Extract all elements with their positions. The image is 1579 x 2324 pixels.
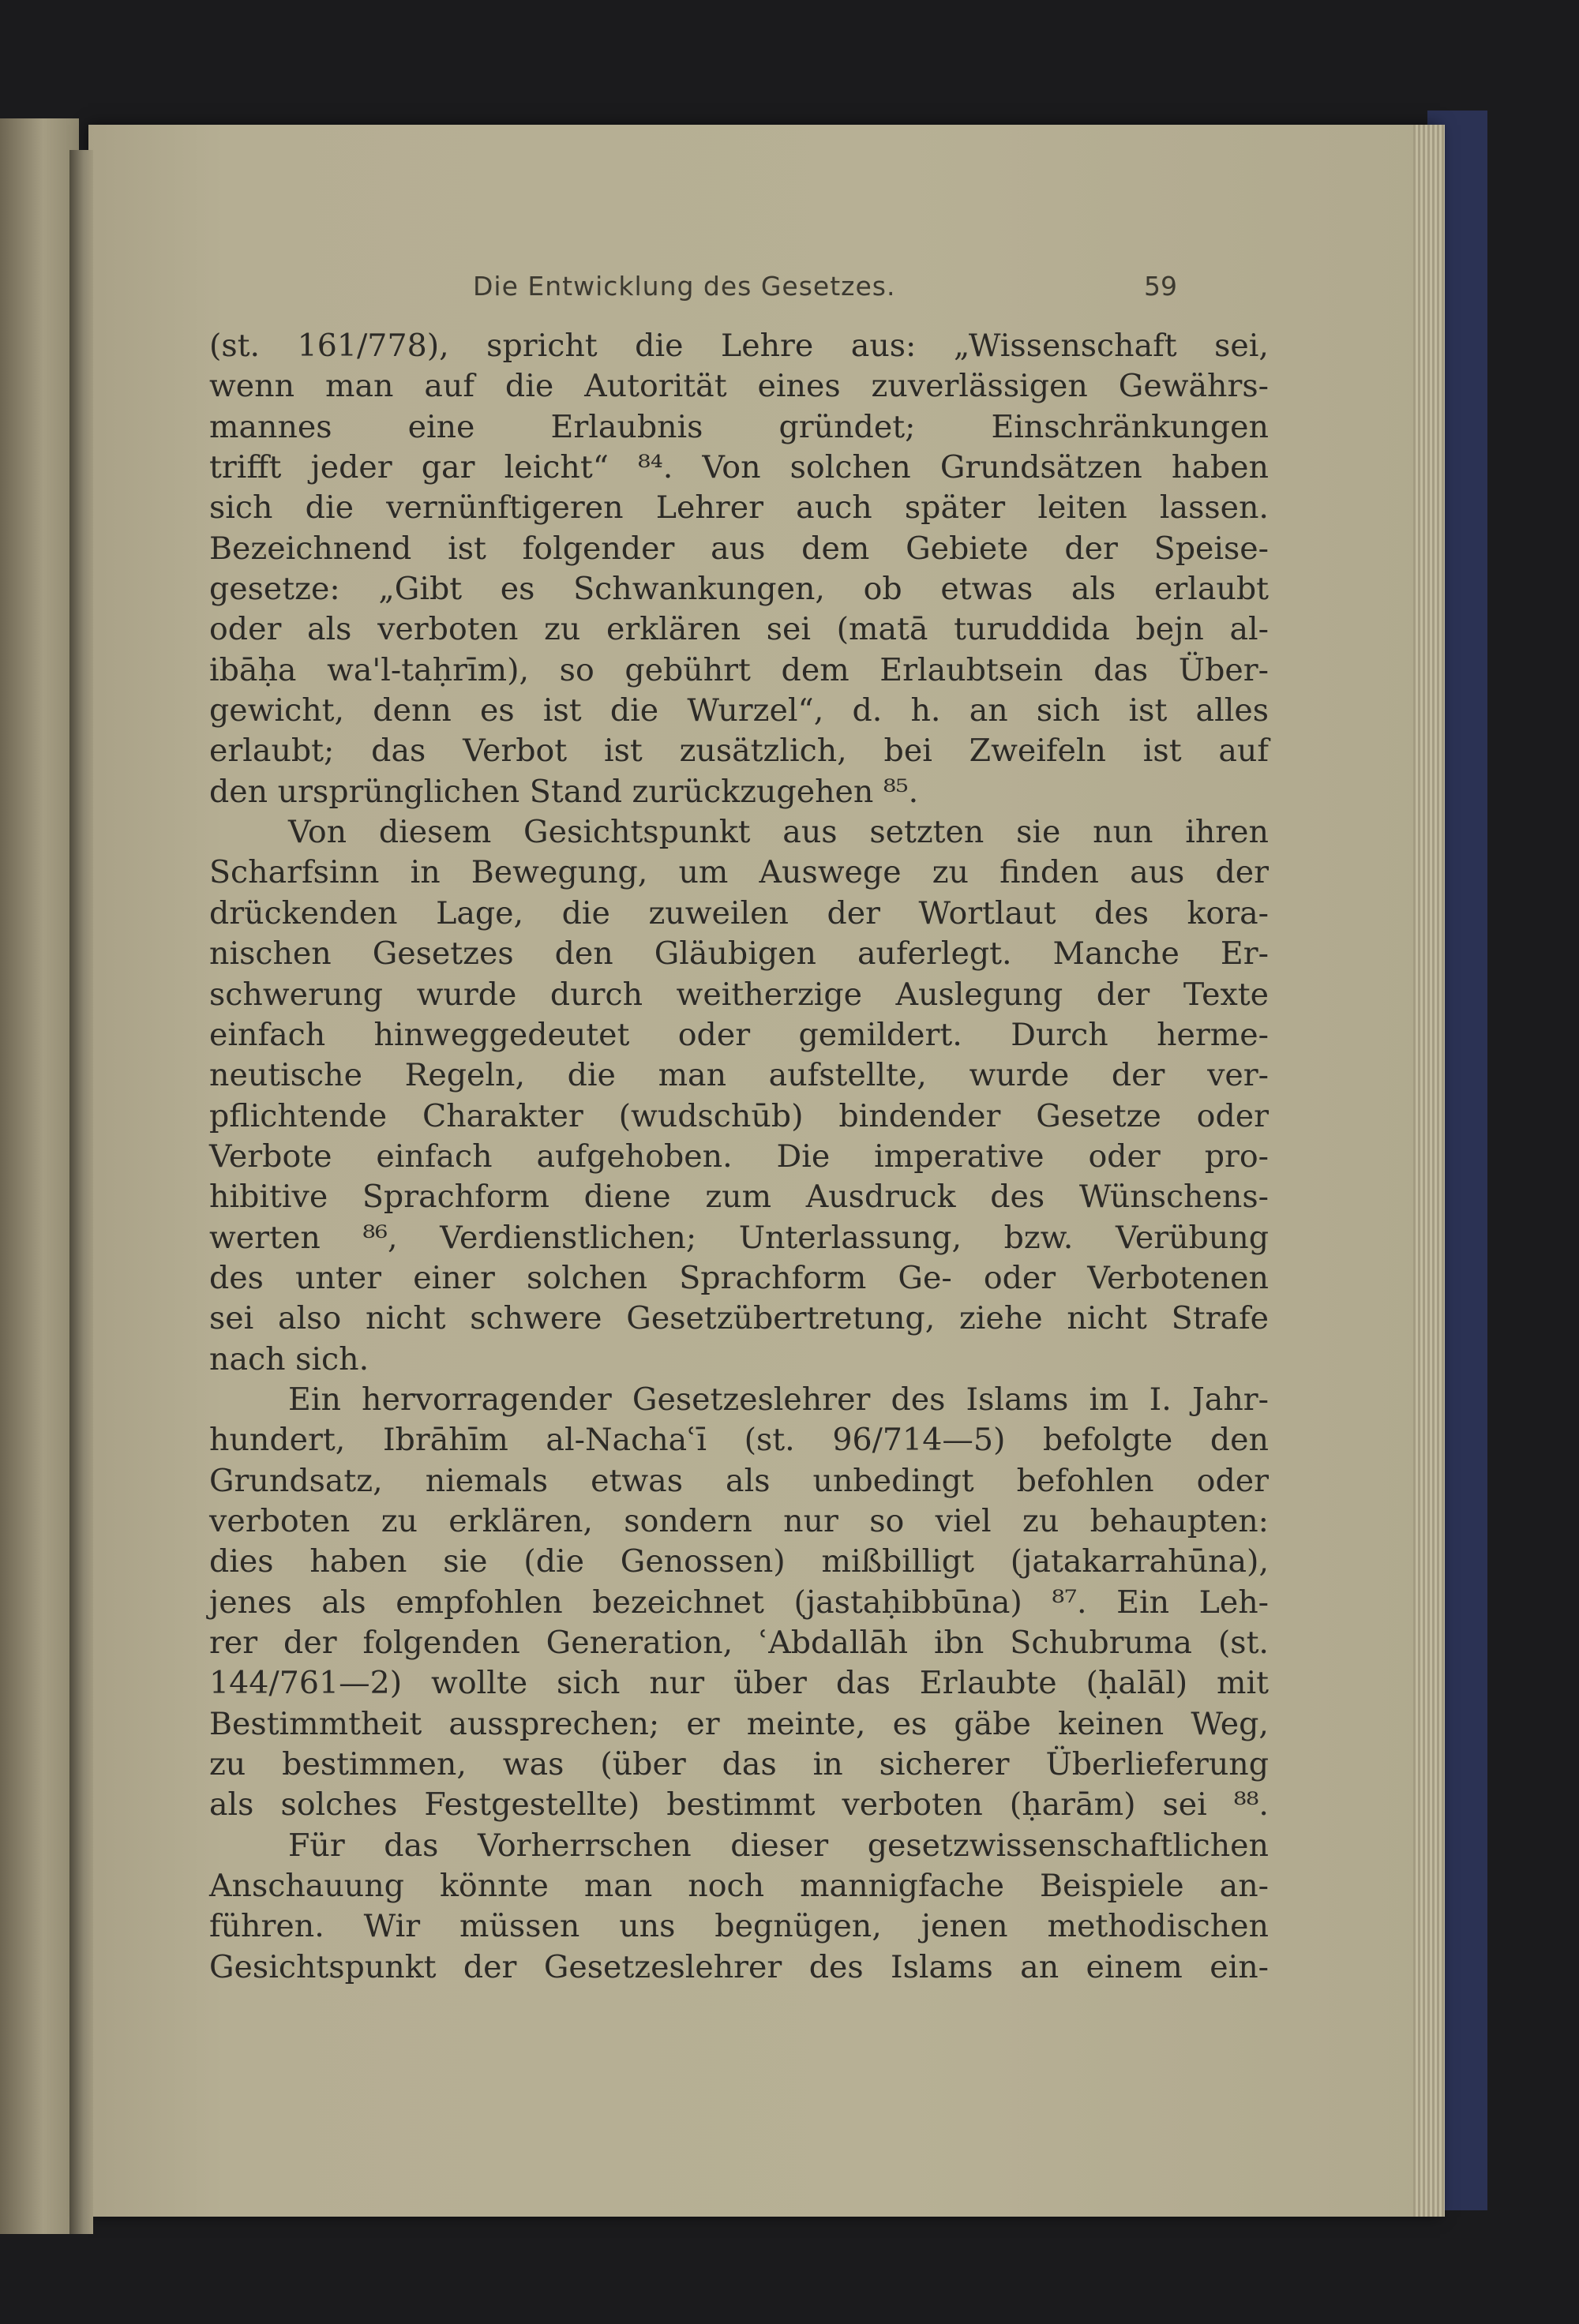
text-line: des unter einer solchen Sprachform Ge- oder Verbotenen — [209, 1259, 1269, 1296]
running-header — [88, 271, 1440, 310]
text-line: trifft jeder gar leicht“ ⁸⁴. Von solchen Grundsätzen haben — [209, 449, 1269, 486]
page-number: 59 — [1144, 271, 1177, 302]
text-line: ibāḥa wa'l-taḥrīm), so gebührt dem Erlaubtsein das Über- — [209, 651, 1269, 688]
text-line: 144/761—2) wollte sich nur über das Erlaubte (ḥalāl) mit — [209, 1665, 1269, 1702]
text-line: einfach hinweggedeutet oder gemildert. Durch herme- — [209, 1016, 1269, 1053]
text-line: Anschauung könnte man noch mannigfache Beispiele an- — [209, 1868, 1269, 1905]
text-line: werten ⁸⁶, Verdienstlichen; Unterlassung, bzw. Verübung — [209, 1219, 1269, 1256]
text-line: den ursprünglichen Stand zurückzugehen ⁸⁵. — [209, 773, 919, 810]
text-line: wenn man auf die Autorität eines zuverlässigen Gewährs- — [209, 368, 1269, 405]
text-line: neutische Regeln, die man aufstellte, wurde der ver- — [209, 1057, 1269, 1094]
text-line: Grundsatz, niemals etwas als unbedingt befohlen oder — [209, 1462, 1269, 1499]
text-line: rer der folgenden Generation, ʿAbdallāh ibn Schubruma (st. — [209, 1625, 1269, 1661]
text-line: gewicht, denn es ist die Wurzel“, d. h. an sich ist alles — [209, 692, 1269, 729]
text-line: gesetze: „Gibt es Schwankungen, ob etwas als erlaubt — [209, 571, 1269, 608]
paragraph-start-line: Ein hervorragender Gesetzeslehrer des Islams im I. Jahr- — [288, 1381, 1269, 1418]
text-line: drückenden Lage, die zuweilen der Wortlaut des kora- — [209, 894, 1269, 931]
book-page — [88, 125, 1440, 2217]
text-line: zu bestimmen, was (über das in sicherer Überlieferung — [209, 1746, 1269, 1783]
text-line: verboten zu erklären, sondern nur so viel zu behaupten: — [209, 1502, 1269, 1539]
page-stack-edge — [1413, 125, 1445, 2217]
text-line: Bestimmtheit aussprechen; er meinte, es gäbe keinen Weg, — [209, 1705, 1269, 1742]
text-line: Verbote einfach aufgehoben. Die imperative oder pro- — [209, 1138, 1269, 1175]
text-line: oder als verboten zu erklären sei (matā turuddida bejn al- — [209, 611, 1269, 648]
text-line: (st. 161/778), spricht die Lehre aus: „Wissenschaft sei, — [209, 328, 1269, 364]
header-title: Die Entwicklung des Gesetzes. — [473, 271, 896, 302]
text-line: Bezeichnend ist folgender aus dem Gebiete der Speise- — [209, 530, 1269, 567]
body-text — [209, 326, 1269, 1988]
paragraph-start-line: Für das Vorherrschen dieser gesetzwissenschaftlichen — [288, 1827, 1269, 1864]
text-line: Scharfsinn in Bewegung, um Auswege zu finden aus der — [209, 854, 1269, 891]
text-line: dies haben sie (die Genossen) mißbilligt (jatakarrahūna), — [209, 1543, 1269, 1580]
book-gutter — [69, 150, 93, 2234]
text-line: mannes eine Erlaubnis gründet; Einschränkungen — [209, 408, 1269, 445]
text-line: führen. Wir müssen uns begnügen, jenen methodischen — [209, 1908, 1269, 1945]
text-line: schwerung wurde durch weitherzige Auslegung der Texte — [209, 976, 1269, 1013]
text-line: hibitive Sprachform diene zum Ausdruck des Wünschens- — [209, 1179, 1269, 1216]
text-line: nischen Gesetzes den Gläubigen auferlegt. Manche Er- — [209, 935, 1269, 973]
paragraph-start-line: Von diesem Gesichtspunkt aus setzten sie nun ihren — [288, 814, 1269, 851]
text-line: sei also nicht schwere Gesetzübertretung, ziehe nicht Strafe — [209, 1300, 1269, 1337]
text-line: jenes als empfohlen bezeichnet (jastaḥibbūna) ⁸⁷. Ein Leh- — [209, 1584, 1269, 1621]
text-line: erlaubt; das Verbot ist zusätzlich, bei Zweifeln ist auf — [209, 733, 1269, 770]
text-line: als solches Festgestellte) bestimmt verboten (ḥarām) sei ⁸⁸. — [209, 1786, 1269, 1824]
text-line: nach sich. — [209, 1340, 369, 1378]
text-line: pflichtende Charakter (wudschūb) bindender Gesetze oder — [209, 1097, 1269, 1134]
text-line: Gesichtspunkt der Gesetzeslehrer des Islams an einem ein- — [209, 1948, 1269, 1985]
left-page-edge — [0, 118, 79, 2234]
text-line: sich die vernünftigeren Lehrer auch später leiten lassen. — [209, 489, 1269, 527]
text-line: hundert, Ibrāhīm al-Nachaʿī (st. 96/714—5) befolgte den — [209, 1422, 1269, 1459]
